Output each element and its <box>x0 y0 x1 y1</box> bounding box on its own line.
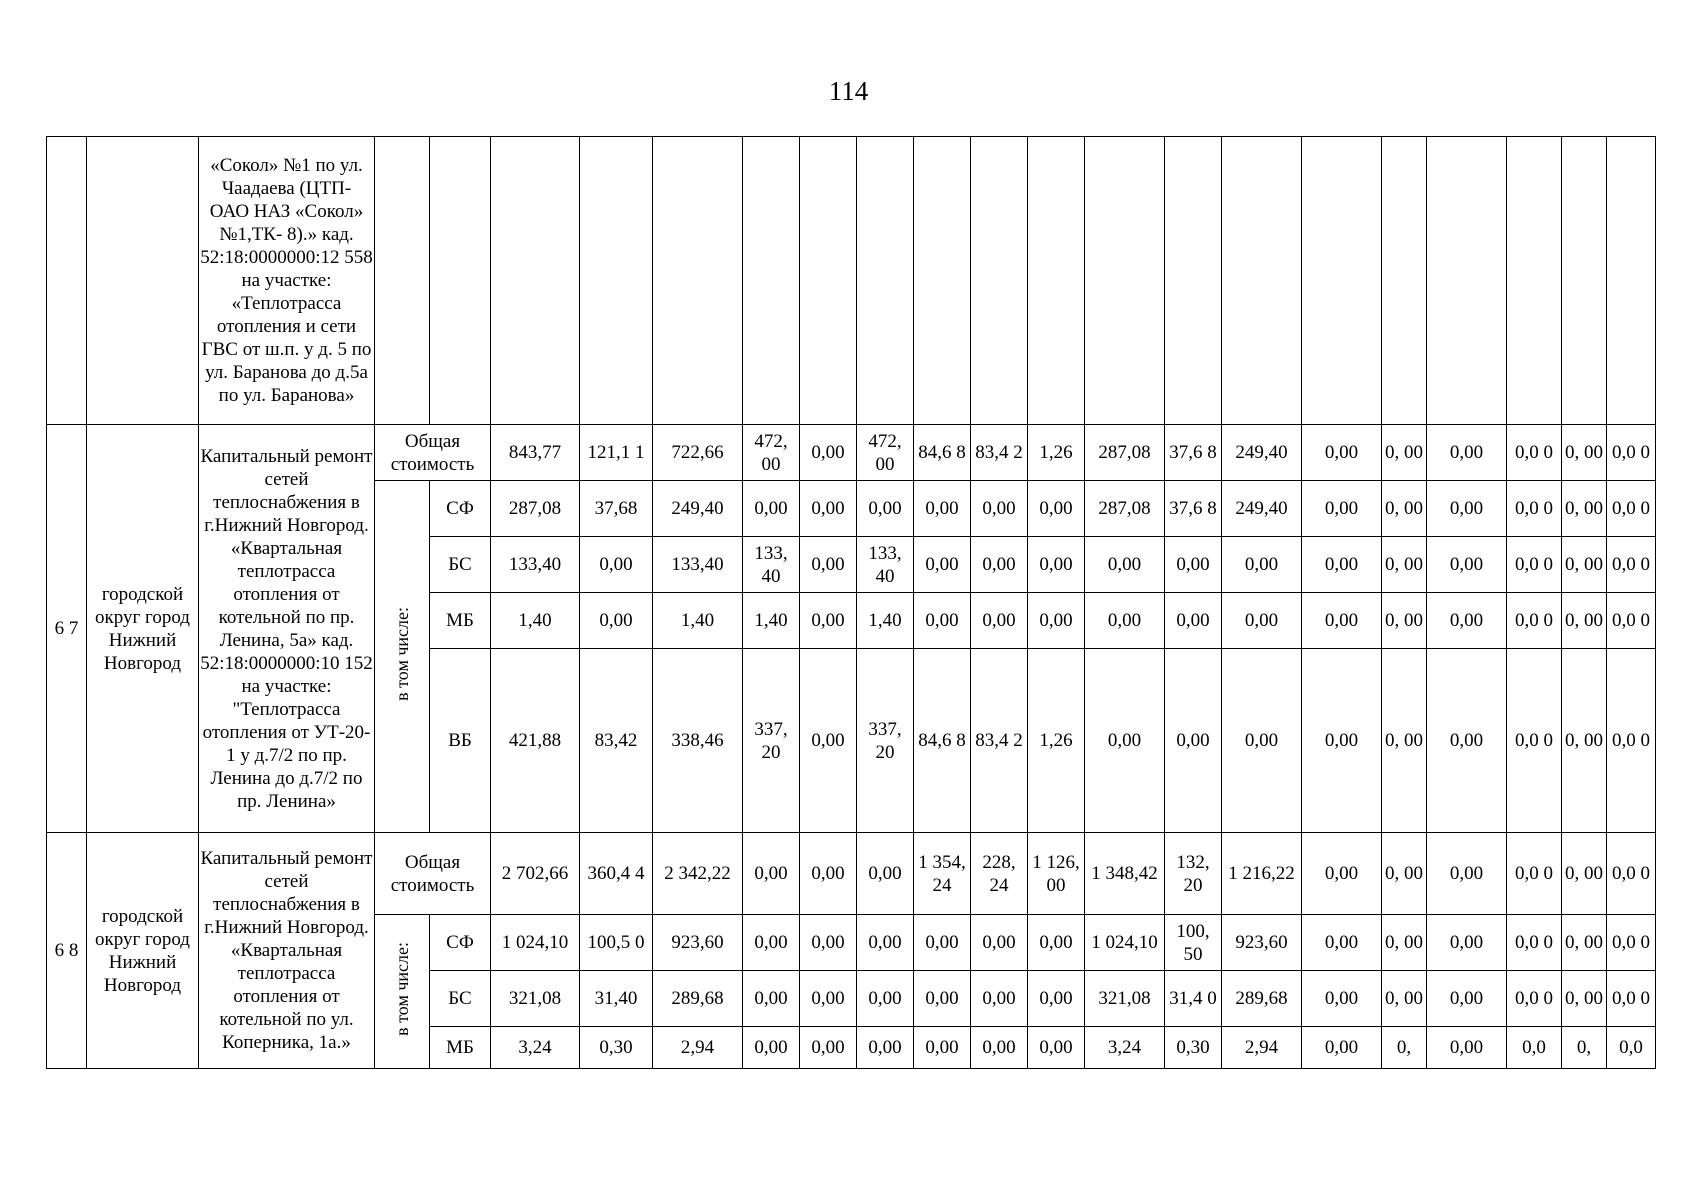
value-cell: 287,08 <box>1085 481 1165 537</box>
value-cell: 121,1 1 <box>580 425 653 481</box>
value-cell: 249,40 <box>1222 481 1302 537</box>
value-cell: 0,00 <box>800 425 857 481</box>
value-cell: 3,24 <box>491 1027 580 1069</box>
value-cell: 0,00 <box>1427 425 1507 481</box>
value-cell: 0,00 <box>914 537 971 593</box>
municipality-cell: городской округ город Нижний Новгород <box>87 425 199 833</box>
value-cell: 0,00 <box>800 915 857 971</box>
value-cell: 0,00 <box>1028 537 1085 593</box>
value-cell: 0, 00 <box>1562 649 1607 833</box>
value-cell: 0,30 <box>1165 1027 1222 1069</box>
value-cell: 1,26 <box>1028 425 1085 481</box>
value-cell: 0,00 <box>1165 649 1222 833</box>
value-cell: 132, 20 <box>1165 833 1222 915</box>
value-cell: 0,00 <box>800 971 857 1027</box>
value-cell: 0, 00 <box>1562 833 1607 915</box>
value-cell: 37,68 <box>580 481 653 537</box>
value-cell: 338,46 <box>653 649 743 833</box>
value-cell: 287,08 <box>491 481 580 537</box>
value-cell <box>1165 137 1222 425</box>
value-cell: 0,0 0 <box>1507 971 1562 1027</box>
value-cell: 0,30 <box>580 1027 653 1069</box>
value-cell: 0,00 <box>971 593 1028 649</box>
value-cell: 0,00 <box>857 1027 914 1069</box>
value-cell: 0,0 0 <box>1607 833 1656 915</box>
value-cell: 0,00 <box>857 481 914 537</box>
value-cell: 0,00 <box>800 649 857 833</box>
funding-code: МБ <box>430 593 491 649</box>
funding-code: МБ <box>430 1027 491 1069</box>
value-cell: 2 342,22 <box>653 833 743 915</box>
value-cell: 0,00 <box>857 915 914 971</box>
budget-table <box>46 136 1656 1069</box>
value-cell: 249,40 <box>1222 425 1302 481</box>
group-label: в том числе: <box>391 941 412 1036</box>
value-cell: 0,00 <box>1028 1027 1085 1069</box>
value-cell: 1,40 <box>743 593 800 649</box>
value-cell: 0,00 <box>1302 1027 1382 1069</box>
value-cell <box>1382 137 1427 425</box>
value-cell: 3,24 <box>1085 1027 1165 1069</box>
value-cell: 0,00 <box>580 593 653 649</box>
value-cell <box>1607 137 1656 425</box>
value-cell: 0, 00 <box>1562 537 1607 593</box>
funding-code: СФ <box>430 915 491 971</box>
value-cell: 0,00 <box>800 537 857 593</box>
value-cell: 37,6 8 <box>1165 481 1222 537</box>
value-cell: 0,0 0 <box>1507 915 1562 971</box>
value-cell <box>857 137 914 425</box>
value-cell: 100, 50 <box>1165 915 1222 971</box>
value-cell: 0,00 <box>1165 537 1222 593</box>
value-cell: 1 216,22 <box>1222 833 1302 915</box>
page-number: 114 <box>828 76 869 106</box>
num-cell <box>47 137 87 425</box>
value-cell: 1,40 <box>491 593 580 649</box>
value-cell: 0,0 0 <box>1607 915 1656 971</box>
value-cell <box>743 137 800 425</box>
value-cell: 0,00 <box>971 915 1028 971</box>
value-cell: 84,6 8 <box>914 425 971 481</box>
value-cell: 0, 00 <box>1562 593 1607 649</box>
value-cell: 0,0 0 <box>1507 481 1562 537</box>
value-cell <box>1222 137 1302 425</box>
label-cell <box>375 137 430 425</box>
value-cell: 0,00 <box>1028 481 1085 537</box>
value-cell: 0, 00 <box>1562 915 1607 971</box>
value-cell: 0,00 <box>1427 537 1507 593</box>
value-cell: 0, 00 <box>1382 481 1427 537</box>
value-cell: 0,00 <box>800 833 857 915</box>
value-cell: 0,00 <box>1427 649 1507 833</box>
value-cell: 0, 00 <box>1382 425 1427 481</box>
value-cell: 83,4 2 <box>971 649 1028 833</box>
value-cell: 923,60 <box>1222 915 1302 971</box>
value-cell: 0, <box>1382 1027 1427 1069</box>
value-cell: 37,6 8 <box>1165 425 1222 481</box>
funding-code: СФ <box>430 481 491 537</box>
description-cell: Капитальный ремонт сетей теплоснабжения в г.Нижний Новгород. «Квартальная теплотрасса отопления от котельной по пр. Ленина, 5а» кад. 52:18:0000000:10 152 на участке: "Теплотрасса отопления от УТ-20-1 у д.7/2 по пр. Ленина до д.7/2 по пр. Ленина» <box>199 425 375 833</box>
value-cell: 843,77 <box>491 425 580 481</box>
value-cell: 249,40 <box>653 481 743 537</box>
value-cell: 0,00 <box>914 915 971 971</box>
value-cell: 0, 00 <box>1382 649 1427 833</box>
value-cell: 0,0 0 <box>1507 537 1562 593</box>
value-cell: 421,88 <box>491 649 580 833</box>
value-cell: 2,94 <box>1222 1027 1302 1069</box>
value-cell <box>971 137 1028 425</box>
value-cell: 0,00 <box>971 481 1028 537</box>
value-cell: 923,60 <box>653 915 743 971</box>
entry-number: 6 8 <box>47 833 87 1069</box>
value-cell: 0,00 <box>857 971 914 1027</box>
description-cell: «Сокол» №1 по ул. Чаадаева (ЦТП- ОАО НАЗ «Сокол» №1,ТК- 8).» кад. 52:18:0000000:12 558 на участке: «Теплотрасса отопления и сети ГВС от ш.п. у д. 5 по ул. Баранова до д.5а по ул. Баранова» <box>199 137 375 425</box>
code-cell <box>430 137 491 425</box>
value-cell: 0, 00 <box>1382 537 1427 593</box>
value-cell: 0,00 <box>1028 915 1085 971</box>
value-cell: 0,00 <box>971 537 1028 593</box>
value-cell <box>653 137 743 425</box>
group-label-cell <box>375 481 430 833</box>
value-cell: 472, 00 <box>857 425 914 481</box>
value-cell: 0, 00 <box>1382 593 1427 649</box>
value-cell: 0,00 <box>1028 593 1085 649</box>
value-cell: 337, 20 <box>743 649 800 833</box>
value-cell: 133, 40 <box>857 537 914 593</box>
value-cell: 0,00 <box>1427 481 1507 537</box>
value-cell: 0,0 0 <box>1607 593 1656 649</box>
value-cell: 321,08 <box>1085 971 1165 1027</box>
value-cell: 0,00 <box>743 1027 800 1069</box>
value-cell <box>580 137 653 425</box>
funding-code: БС <box>430 971 491 1027</box>
value-cell: 0, 00 <box>1562 481 1607 537</box>
total-label: Общая стоимость <box>375 833 491 915</box>
value-cell: 0,00 <box>743 481 800 537</box>
value-cell: 0,00 <box>971 1027 1028 1069</box>
value-cell: 287,08 <box>1085 425 1165 481</box>
value-cell: 83,4 2 <box>971 425 1028 481</box>
value-cell: 0,0 0 <box>1607 537 1656 593</box>
value-cell: 84,6 8 <box>914 649 971 833</box>
table-row <box>47 425 1656 481</box>
value-cell: 0,0 <box>1507 1027 1562 1069</box>
value-cell: 337, 20 <box>857 649 914 833</box>
value-cell: 0,00 <box>1028 971 1085 1027</box>
value-cell <box>1302 137 1382 425</box>
value-cell: 0,00 <box>857 833 914 915</box>
value-cell <box>914 137 971 425</box>
value-cell: 0, 00 <box>1562 971 1607 1027</box>
value-cell: 0,00 <box>1165 593 1222 649</box>
value-cell: 1,40 <box>857 593 914 649</box>
value-cell: 0,0 0 <box>1607 425 1656 481</box>
value-cell: 0,00 <box>1085 593 1165 649</box>
value-cell: 0,00 <box>1427 833 1507 915</box>
value-cell <box>800 137 857 425</box>
value-cell: 133, 40 <box>743 537 800 593</box>
value-cell: 0,00 <box>800 593 857 649</box>
value-cell: 289,68 <box>653 971 743 1027</box>
value-cell: 289,68 <box>1222 971 1302 1027</box>
value-cell: 0, 00 <box>1382 915 1427 971</box>
value-cell: 0,00 <box>1427 1027 1507 1069</box>
value-cell: 321,08 <box>491 971 580 1027</box>
value-cell: 0,00 <box>1222 593 1302 649</box>
value-cell: 31,4 0 <box>1165 971 1222 1027</box>
value-cell: 0,00 <box>914 1027 971 1069</box>
value-cell: 0,00 <box>800 1027 857 1069</box>
value-cell: 2 702,66 <box>491 833 580 915</box>
funding-code: ВБ <box>430 649 491 833</box>
value-cell: 0, <box>1562 1027 1607 1069</box>
value-cell: 133,40 <box>653 537 743 593</box>
value-cell: 0,00 <box>1302 971 1382 1027</box>
value-cell: 0,00 <box>1302 537 1382 593</box>
value-cell: 31,40 <box>580 971 653 1027</box>
entry-number: 6 7 <box>47 425 87 833</box>
value-cell: 0,00 <box>1302 649 1382 833</box>
value-cell: 0,00 <box>1302 481 1382 537</box>
value-cell: 0,00 <box>1222 649 1302 833</box>
value-cell: 472, 00 <box>743 425 800 481</box>
value-cell: 0,0 0 <box>1507 593 1562 649</box>
value-cell <box>1562 137 1607 425</box>
value-cell: 722,66 <box>653 425 743 481</box>
value-cell: 83,42 <box>580 649 653 833</box>
value-cell: 0, 00 <box>1382 833 1427 915</box>
value-cell: 0,00 <box>1085 649 1165 833</box>
value-cell: 0,00 <box>743 915 800 971</box>
value-cell: 0,0 <box>1607 1027 1656 1069</box>
value-cell: 0,00 <box>1222 537 1302 593</box>
value-cell: 0,00 <box>1427 593 1507 649</box>
value-cell: 0,00 <box>1302 593 1382 649</box>
total-label: Общая стоимость <box>375 425 491 481</box>
value-cell: 0,00 <box>914 593 971 649</box>
value-cell: 0,00 <box>1302 833 1382 915</box>
value-cell: 1,40 <box>653 593 743 649</box>
group-label-cell <box>375 915 430 1069</box>
value-cell: 0,00 <box>914 481 971 537</box>
value-cell: 0, 00 <box>1382 971 1427 1027</box>
value-cell: 1 354, 24 <box>914 833 971 915</box>
value-cell: 0,00 <box>1427 915 1507 971</box>
value-cell: 0,00 <box>971 971 1028 1027</box>
table-row <box>47 137 1656 425</box>
value-cell: 2,94 <box>653 1027 743 1069</box>
description-cell: Капитальный ремонт сетей теплоснабжения в г.Нижний Новгород. «Квартальная теплотрасса отопления от котельной по ул. Коперника, 1а.» <box>199 833 375 1069</box>
municipality-cell <box>87 137 199 425</box>
value-cell <box>1507 137 1562 425</box>
value-cell: 228, 24 <box>971 833 1028 915</box>
value-cell: 1,26 <box>1028 649 1085 833</box>
value-cell <box>1427 137 1507 425</box>
value-cell <box>1028 137 1085 425</box>
value-cell: 0,0 0 <box>1507 833 1562 915</box>
value-cell: 0,00 <box>580 537 653 593</box>
value-cell: 1 024,10 <box>1085 915 1165 971</box>
value-cell: 0, 00 <box>1562 425 1607 481</box>
value-cell: 0,0 0 <box>1607 481 1656 537</box>
value-cell: 1 348,42 <box>1085 833 1165 915</box>
value-cell: 0,0 0 <box>1507 649 1562 833</box>
value-cell: 0,0 0 <box>1607 971 1656 1027</box>
value-cell: 0,00 <box>1302 425 1382 481</box>
group-label: в том числе: <box>391 606 412 701</box>
value-cell: 0,00 <box>1302 915 1382 971</box>
value-cell <box>1085 137 1165 425</box>
value-cell: 1 126, 00 <box>1028 833 1085 915</box>
value-cell: 133,40 <box>491 537 580 593</box>
value-cell: 0,00 <box>1427 971 1507 1027</box>
value-cell: 0,00 <box>743 833 800 915</box>
value-cell <box>491 137 580 425</box>
municipality-cell: городской округ город Нижний Новгород <box>87 833 199 1069</box>
value-cell: 1 024,10 <box>491 915 580 971</box>
funding-code: БС <box>430 537 491 593</box>
table-row <box>47 833 1656 915</box>
value-cell: 0,0 0 <box>1607 649 1656 833</box>
value-cell: 0,0 0 <box>1507 425 1562 481</box>
value-cell: 0,00 <box>743 971 800 1027</box>
value-cell: 0,00 <box>1085 537 1165 593</box>
value-cell: 0,00 <box>914 971 971 1027</box>
value-cell: 100,5 0 <box>580 915 653 971</box>
value-cell: 0,00 <box>800 481 857 537</box>
value-cell: 360,4 4 <box>580 833 653 915</box>
